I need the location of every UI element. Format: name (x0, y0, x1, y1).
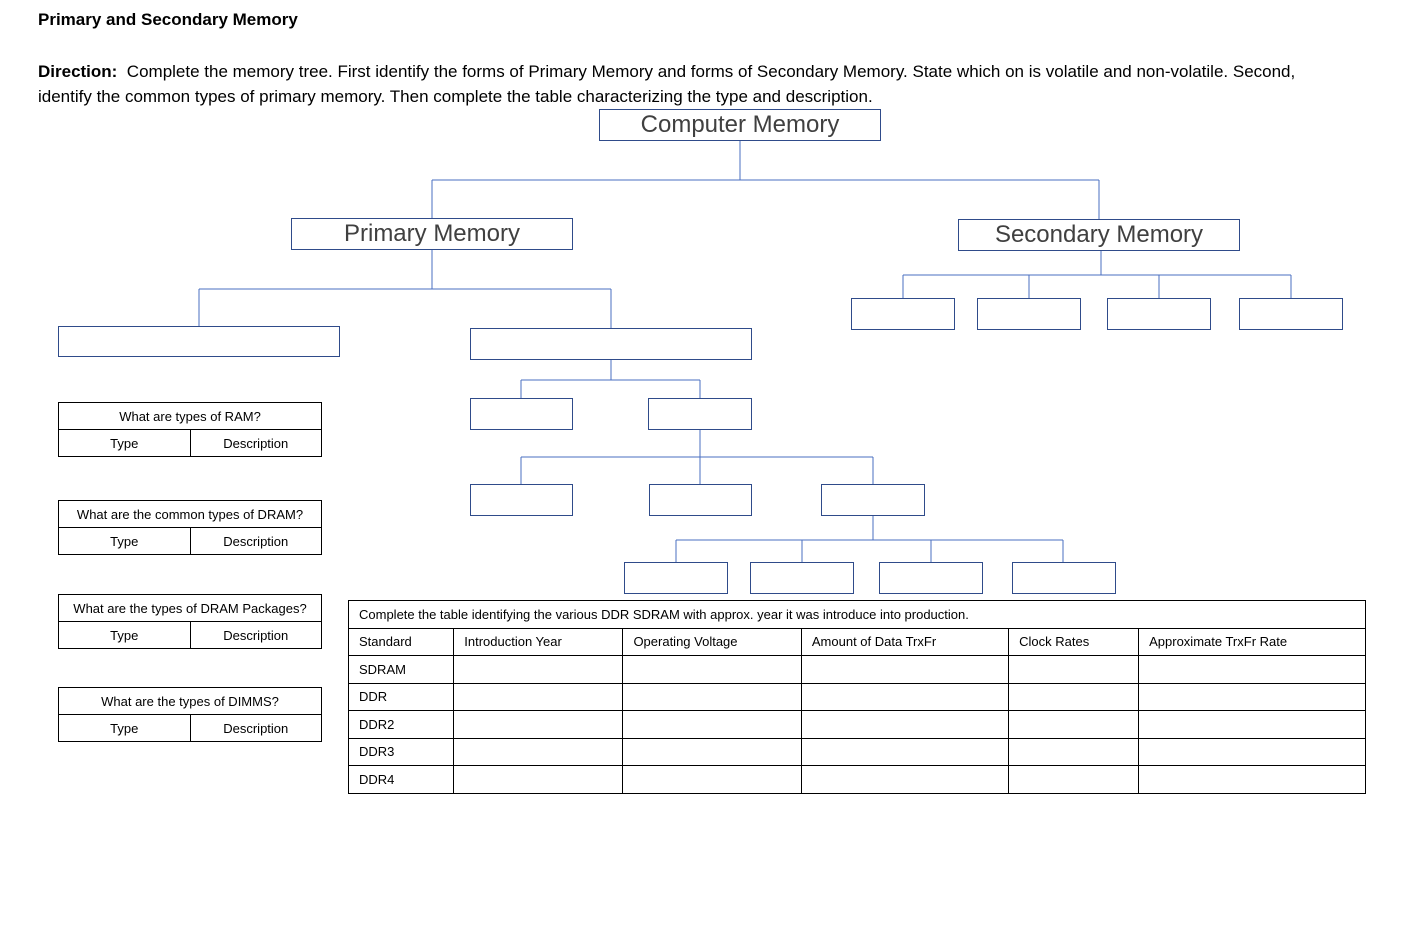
blank-cell[interactable] (454, 766, 623, 794)
blank-cell[interactable] (801, 738, 1008, 766)
table-question: What are the common types of DRAM? (59, 501, 322, 528)
dram-type-blank-box[interactable] (470, 484, 573, 516)
dimms-types-table (58, 687, 322, 742)
primary-form-blank-box[interactable] (470, 328, 752, 360)
table-row (349, 711, 1366, 739)
blank-cell[interactable] (801, 711, 1008, 739)
blank-cell[interactable] (623, 738, 801, 766)
ddr-header-cell: Introduction Year (454, 628, 623, 656)
sdram-type-blank-box[interactable] (750, 562, 854, 594)
blank-cell[interactable] (454, 711, 623, 739)
ddr-standard-cell: DDR3 (349, 738, 454, 766)
blank-cell[interactable] (623, 711, 801, 739)
ddr-header-cell: Operating Voltage (623, 628, 801, 656)
dram-type-blank-box[interactable] (821, 484, 925, 516)
ddr-header-cell: Clock Rates (1009, 628, 1139, 656)
description-header: Description (190, 528, 322, 555)
ddr-sdram-table (348, 600, 1366, 794)
blank-cell[interactable] (454, 656, 623, 684)
secondary-form-blank-box[interactable] (851, 298, 955, 330)
blank-cell[interactable] (1139, 711, 1366, 739)
table-question: What are the types of DIMMS? (59, 688, 322, 715)
blank-cell[interactable] (1139, 738, 1366, 766)
blank-cell[interactable] (801, 766, 1008, 794)
type-header: Type (59, 622, 191, 649)
primary-form-blank-box[interactable] (58, 326, 340, 357)
direction-text: Complete the memory tree. First identify the forms of Primary Memory and forms of Secondary Memory. State which on is volatile and non-volatile. Second, identify the common types of primary memory. Then complete the table characterizing the type and description. (38, 62, 1296, 106)
primary-memory-box: Primary Memory (291, 218, 573, 250)
type-header: Type (59, 430, 191, 457)
blank-cell[interactable] (801, 656, 1008, 684)
table-row (349, 656, 1366, 684)
description-header: Description (190, 715, 322, 742)
blank-cell[interactable] (1139, 683, 1366, 711)
ddr-header-cell: Approximate TrxFr Rate (1139, 628, 1366, 656)
table-question: What are types of RAM? (59, 403, 322, 430)
ddr-standard-cell: DDR (349, 683, 454, 711)
description-header: Description (190, 430, 322, 457)
dram-types-table (58, 500, 322, 555)
blank-cell[interactable] (623, 683, 801, 711)
secondary-form-blank-box[interactable] (1107, 298, 1211, 330)
blank-cell[interactable] (623, 766, 801, 794)
ram-types-table (58, 402, 322, 457)
dram-packages-table (58, 594, 322, 649)
ram-type-blank-box[interactable] (648, 398, 752, 430)
ddr-table-caption: Complete the table identifying the various DDR SDRAM with approx. year it was introduce into production. (349, 601, 1366, 629)
sdram-type-blank-box[interactable] (879, 562, 983, 594)
secondary-form-blank-box[interactable] (977, 298, 1081, 330)
computer-memory-box: Computer Memory (599, 109, 881, 141)
blank-cell[interactable] (1009, 656, 1139, 684)
sdram-type-blank-box[interactable] (624, 562, 728, 594)
page-title: Primary and Secondary Memory (38, 10, 298, 29)
blank-cell[interactable] (1139, 766, 1366, 794)
blank-cell[interactable] (801, 683, 1008, 711)
ram-type-blank-box[interactable] (470, 398, 573, 430)
type-header: Type (59, 715, 191, 742)
ddr-standard-cell: SDRAM (349, 656, 454, 684)
ddr-header-cell: Standard (349, 628, 454, 656)
ddr-standard-cell: DDR4 (349, 766, 454, 794)
table-question: What are the types of DRAM Packages? (59, 595, 322, 622)
secondary-form-blank-box[interactable] (1239, 298, 1343, 330)
blank-cell[interactable] (1009, 766, 1139, 794)
blank-cell[interactable] (1009, 738, 1139, 766)
ddr-standard-cell: DDR2 (349, 711, 454, 739)
blank-cell[interactable] (1139, 656, 1366, 684)
blank-cell[interactable] (1009, 683, 1139, 711)
table-row (349, 738, 1366, 766)
direction-label: Direction: (38, 62, 118, 81)
type-header: Type (59, 528, 191, 555)
blank-cell[interactable] (1009, 711, 1139, 739)
dram-type-blank-box[interactable] (649, 484, 752, 516)
description-header: Description (190, 622, 322, 649)
ddr-header-cell: Amount of Data TrxFr (801, 628, 1008, 656)
blank-cell[interactable] (623, 656, 801, 684)
sdram-type-blank-box[interactable] (1012, 562, 1116, 594)
blank-cell[interactable] (454, 683, 623, 711)
secondary-memory-box: Secondary Memory (958, 219, 1240, 251)
blank-cell[interactable] (454, 738, 623, 766)
table-row (349, 683, 1366, 711)
table-row (349, 766, 1366, 794)
